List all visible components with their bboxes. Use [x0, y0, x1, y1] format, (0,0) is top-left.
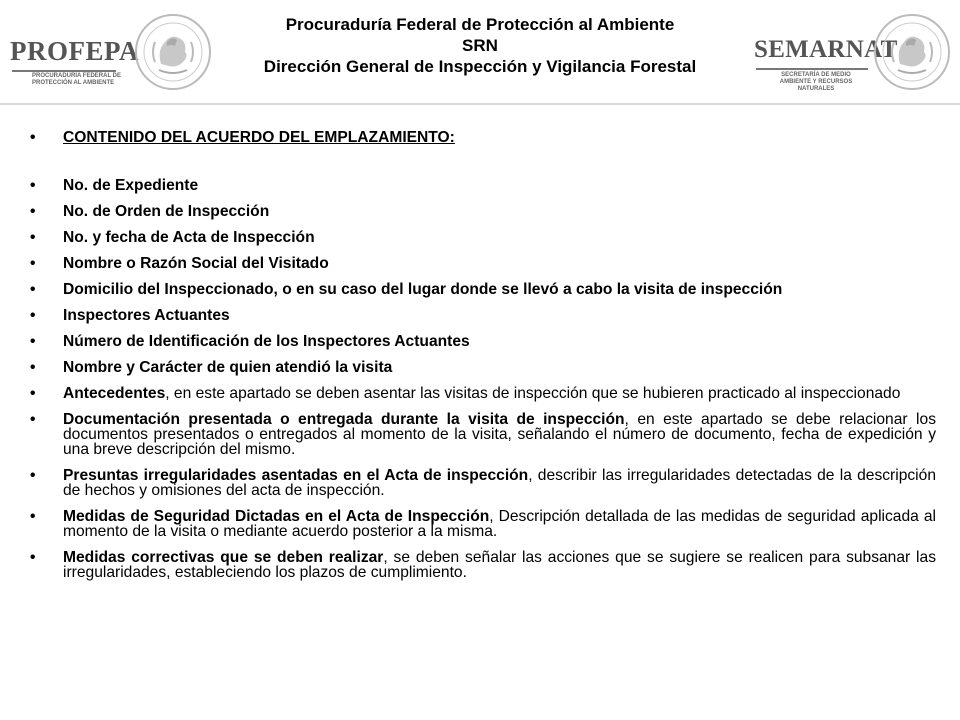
list-item: [30, 308, 936, 323]
bullet-glyph: •: [30, 411, 36, 428]
bullet-glyph: •: [30, 385, 36, 402]
item-lead-text: Medidas de Seguridad Dictadas en el Acta de Inspección: [63, 508, 490, 525]
bullet-glyph: •: [30, 549, 36, 566]
title-line-1: Procuraduría Federal de Protección al Ambiente: [285, 15, 675, 34]
item-lead-text: No. de Orden de Inspección: [63, 203, 270, 220]
list-item: [30, 256, 936, 271]
bullet-glyph: •: [30, 129, 36, 146]
semarnat-logo: [752, 10, 898, 92]
bullet-glyph: •: [30, 333, 36, 350]
item-lead-text: No. de Expediente: [63, 177, 199, 194]
header-divider: [0, 103, 960, 105]
bullet-glyph: •: [30, 255, 36, 272]
profepa-subtitle: PROCURADURÍA FEDERAL DE PROTECCIÓN AL AMBIENTE: [32, 73, 122, 86]
item-detail-text: , se deben señalar las acciones que se sugiere se realicen para subsanar las irregularidades, estableciendo los plazos de cumplimiento.: [63, 549, 936, 581]
document-body: [30, 130, 936, 591]
item-detail-text: , describir las irregularidades detectadas de la descripción de hechos y omisiones del acta de inspección.: [63, 467, 936, 499]
bullet-glyph: •: [30, 307, 36, 324]
bullet-glyph: •: [30, 177, 36, 194]
list-heading: [30, 130, 936, 145]
list-item: [30, 178, 936, 193]
title-line-2: SRN: [462, 36, 498, 55]
list-item: [30, 334, 936, 349]
list-item: [30, 386, 936, 401]
bullet-glyph: •: [30, 281, 36, 298]
list-item: [30, 509, 936, 539]
heading-text: CONTENIDO DEL ACUERDO DEL EMPLAZAMIENTO:: [63, 129, 455, 146]
page-header: [0, 0, 960, 104]
list-item: [30, 230, 936, 245]
item-lead-text: Domicilio del Inspeccionado, o en su caso del lugar donde se llevó a cabo la visita de inspección: [63, 281, 783, 298]
list-item: [30, 204, 936, 219]
item-detail-text: , en este apartado se deben asentar las visitas de inspección que se hubieren practicado al inspeccionado: [165, 385, 901, 402]
item-detail-text: , Descripción detallada de las medidas de seguridad aplicada al momento de la visita o mediante acuerdo posterior a la misma.: [63, 508, 936, 540]
mexican-eagle-seal-icon: [133, 12, 213, 92]
bullet-glyph: •: [30, 508, 36, 525]
semarnat-wordmark: SEMARNAT: [754, 36, 898, 63]
bullet-list: [30, 130, 936, 580]
bullet-glyph: •: [30, 467, 36, 484]
item-lead-text: Nombre o Razón Social del Visitado: [63, 255, 329, 272]
list-item: [30, 550, 936, 580]
item-lead-text: Nombre y Carácter de quien atendió la visita: [63, 359, 393, 376]
item-lead-text: Número de Identificación de los Inspectores Actuantes: [63, 333, 470, 350]
item-lead-text: Inspectores Actuantes: [63, 307, 230, 324]
bullet-glyph: •: [30, 359, 36, 376]
item-lead-text: Medidas correctivas que se deben realizar: [63, 549, 384, 566]
list-item: [30, 282, 936, 297]
bullet-glyph: •: [30, 203, 36, 220]
list-item: [30, 468, 936, 498]
item-lead-text: No. y fecha de Acta de Inspección: [63, 229, 315, 246]
profepa-logo: [8, 10, 139, 90]
item-lead-text: Antecedentes: [63, 385, 166, 402]
item-lead-text: Presuntas irregularidades asentadas en el Acta de inspección: [63, 467, 529, 484]
list-item: [30, 412, 936, 457]
title-line-3: Dirección General de Inspección y Vigilancia Forestal: [263, 57, 697, 76]
mexican-eagle-seal-icon: [872, 12, 952, 92]
item-detail-text: , en este apartado se debe relacionar los documentos presentados o entregados al momento de la visita, señalando el número de documento, fecha de expedición y una breve descripción del mismo.: [63, 411, 936, 458]
profepa-wordmark: PROFEPA: [10, 36, 139, 66]
semarnat-subtitle: SECRETARÍA DE MEDIO AMBIENTE Y RECURSOS NATURALES: [779, 72, 853, 92]
item-lead-text: Documentación presentada o entregada durante la visita de inspección: [63, 411, 625, 428]
list-item: [30, 360, 936, 375]
bullet-glyph: •: [30, 229, 36, 246]
page-title: [210, 14, 750, 77]
